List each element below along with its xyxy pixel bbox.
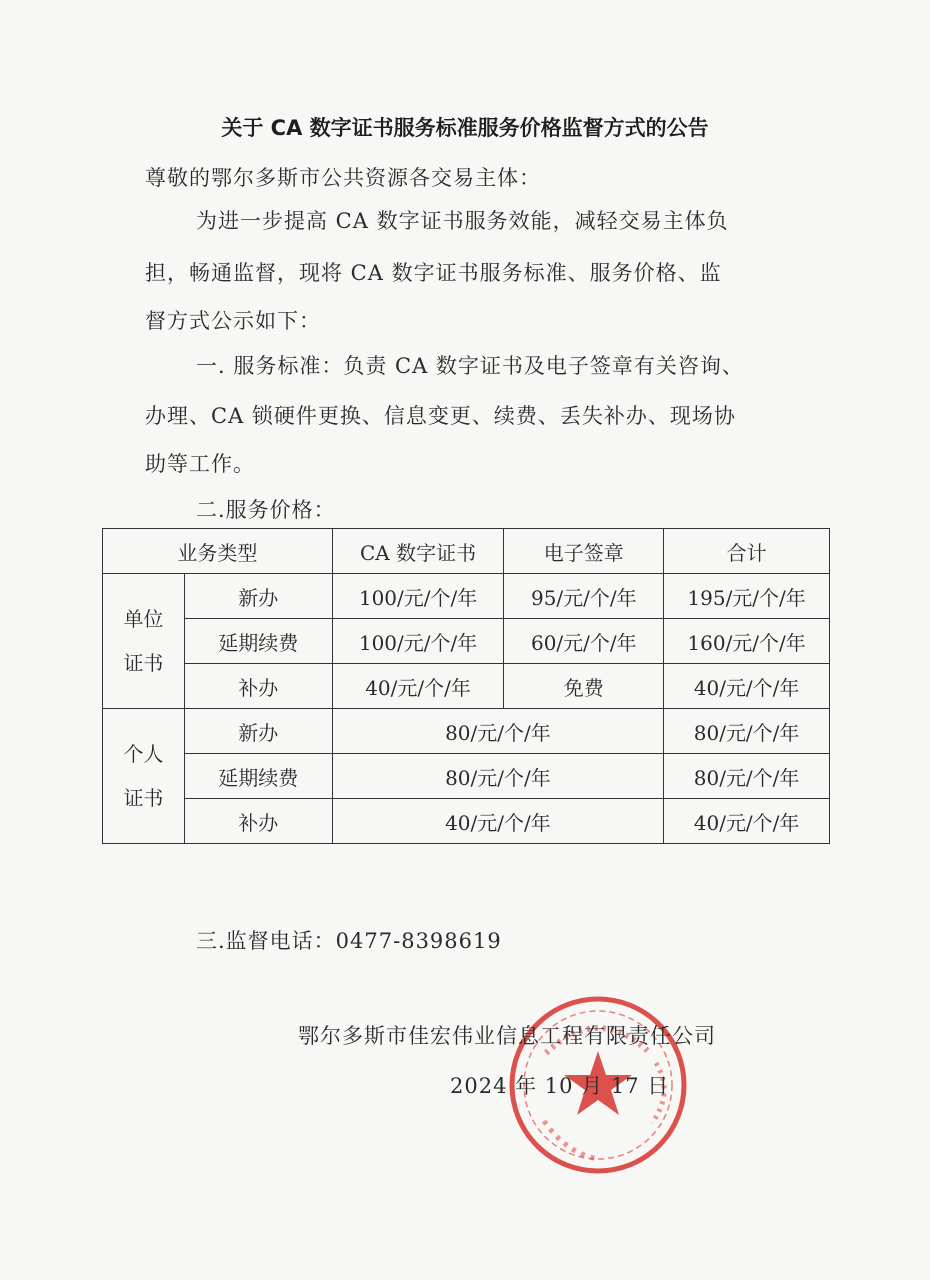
item-cell: 延期续费 [184,619,332,664]
section1-line-2: 办理、CA 锁硬件更换、信息变更、续费、丢失补办、现场协 [145,404,736,428]
ca-price-cell: 40/元/个/年 [332,664,504,709]
ca-price-cell: 100/元/个/年 [332,619,504,664]
company-name: 鄂尔多斯市佳宏伟业信息工程有限责任公司 [298,1024,716,1048]
header-seal: 电子签章 [504,529,664,574]
price-table [102,528,830,844]
seal-price-cell: 免费 [504,664,664,709]
seal-price-cell: 95/元/个/年 [504,574,664,619]
salutation: 尊敬的鄂尔多斯市公共资源各交易主体： [145,166,541,190]
total-price-cell: 40/元/个/年 [664,664,830,709]
ca-price-cell: 100/元/个/年 [332,574,504,619]
table-header-row [103,529,830,574]
seal-price-cell: 60/元/个/年 [504,619,664,664]
group-unit-cert [103,574,185,709]
total-price-cell: 80/元/个/年 [664,709,830,754]
item-cell: 延期续费 [184,754,332,799]
item-cell: 补办 [184,799,332,844]
total-price-cell: 80/元/个/年 [664,754,830,799]
item-cell: 补办 [184,664,332,709]
item-cell: 新办 [184,709,332,754]
header-type: 业务类型 [103,529,333,574]
table-row [103,664,830,709]
combined-price-cell: 80/元/个/年 [332,754,664,799]
item-cell: 新办 [184,574,332,619]
table-row [103,574,830,619]
section2-heading: 二.服务价格： [196,498,336,522]
group-personal-cert [103,709,185,844]
page-title: 关于 CA 数字证书服务标准服务价格监督方式的公告 [221,116,709,140]
group-label: 个人 [123,742,164,766]
section1-line-1: 一. 服务标准：负责 CA 数字证书及电子签章有关咨询、 [196,354,744,378]
total-price-cell: 40/元/个/年 [664,799,830,844]
total-price-cell: 160/元/个/年 [664,619,830,664]
combined-price-cell: 80/元/个/年 [332,709,664,754]
table-row [103,709,830,754]
section3-phone: 三.监督电话：0477-8398619 [196,929,502,953]
header-ca: CA 数字证书 [332,529,504,574]
group-label: 证书 [123,651,164,675]
section1-line-3: 助等工作。 [145,452,255,476]
table-row [103,619,830,664]
table-row [103,754,830,799]
intro-line-3: 督方式公示如下： [145,309,321,333]
intro-line-2: 担，畅通监督，现将 CA 数字证书服务标准、服务价格、监 [145,261,722,285]
header-total: 合计 [664,529,830,574]
total-price-cell: 195/元/个/年 [664,574,830,619]
group-label: 证书 [123,786,164,810]
intro-line-1: 为进一步提高 CA 数字证书服务效能，减轻交易主体负 [196,209,729,233]
table-row [103,799,830,844]
combined-price-cell: 40/元/个/年 [332,799,664,844]
issue-date: 2024 年 10 月 17 日 [450,1074,670,1098]
group-label: 单位 [123,607,164,631]
